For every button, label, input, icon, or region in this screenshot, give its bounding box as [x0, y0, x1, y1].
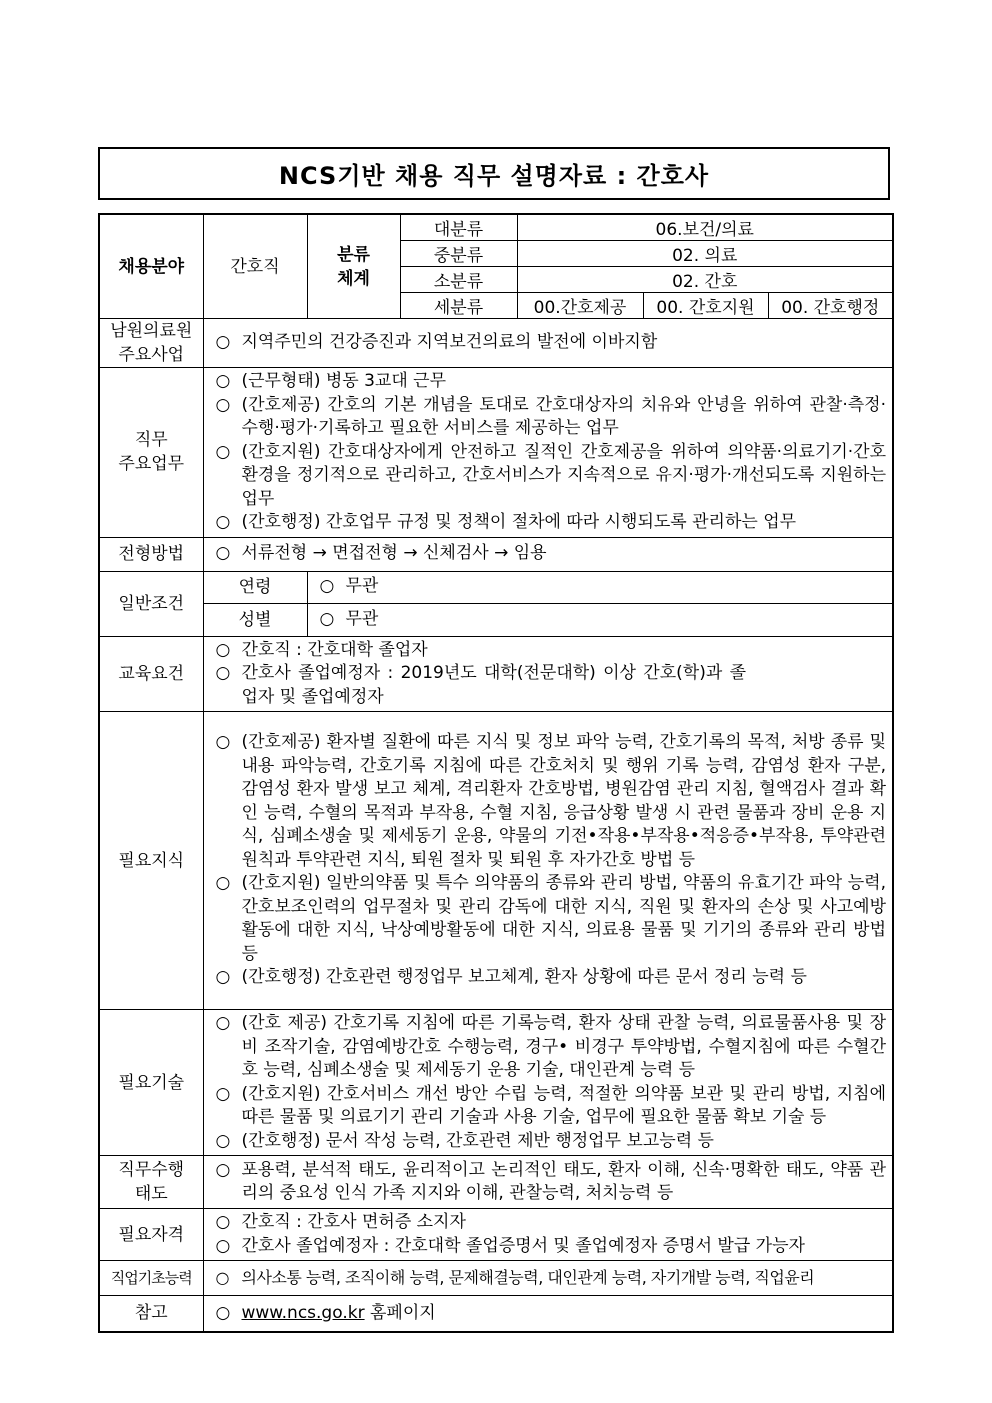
job-description-table: [98, 213, 894, 1333]
conditions-age-row: [99, 571, 893, 603]
reference-item: [216, 1302, 887, 1326]
duty-text: (간호지원) 간호대상자에게 안전하고 질적인 간호제공을 위하여 의약품·의료기기·간호환경을 정기적으로 관리하고, 간호서비스가 지속적으로 유지·평가·개선되도록 지원하는 업무: [241, 441, 887, 509]
skills-text: (간호지원) 간호서비스 개선 방안 수립 능력, 적절한 의약품 보관 및 관리 방법, 지침에 따른 물품 및 의료기기 관리 기술과 사용 기술, 업무에 필요한 물품 확보 기술 등: [241, 1083, 887, 1127]
bullet-icon: ○: [215, 1302, 231, 1323]
duty-item: [216, 394, 887, 441]
knowledge-text: (간호제공) 환자별 질환에 따른 지식 및 정보 파악 능력, 간호기록의 목적, 처방 종류 및 내용 파악능력, 간호기록 지침에 따른 간호처치 및 행위 기록 능력, 감염성 환자 구분, 감염성 환자 발생 보고 체계, 격리환자 간호방법, 병원감염 관리 지침, 혈액검사 결과 확인 능력, 수혈의 목적과 부작용, 수혈 지침, 응급상황 발생 시 관련 물품과 장비 운용 지식, 심폐소생술 및 제세동기 운용, 약물의 기전•작용•부작용•적응증•부작용, 투약관련 원칙과 투약관련 지식, 퇴원 절차 및 퇴원 후 자가간호 방법 등: [241, 732, 887, 870]
detail-value-1: 00.간호제공: [517, 293, 643, 319]
major-label: 대분류: [400, 214, 517, 241]
skills-text: (간호행정) 문서 작성 능력, 간호관련 제반 행정업무 보고능력 등: [241, 1130, 714, 1151]
business-item: [216, 331, 887, 355]
attitude-text: 포용력, 분석적 태도, 윤리적이고 논리적인 태도, 환자 이해, 신속·명확한 태도, 약품 관리의 중요성 인식 가족 지지와 이해, 관찰능력, 처치능력 등: [241, 1159, 887, 1203]
bullet-icon: ○: [215, 1235, 231, 1256]
duty-text: (간호행정) 간호업무 규정 및 정책이 절차에 따라 시행되도록 관리하는 업무: [241, 512, 797, 532]
detail-value-2: 00. 간호지원: [643, 293, 768, 319]
knowledge-item: [216, 872, 887, 966]
skills-item: [216, 1083, 887, 1130]
basic-item: [216, 1266, 887, 1290]
qualification-text: 간호사 졸업예정자 : 간호대학 졸업증명서 및 졸업예정자 증명서 발급 가능자: [241, 1235, 805, 1256]
business-label-line1: 남원의료원: [110, 321, 193, 341]
classification-label-line1: 분류: [337, 244, 370, 265]
attitude-content: [203, 1156, 893, 1209]
attitude-label: [99, 1156, 203, 1209]
duties-label-line2: 주요업무: [118, 454, 185, 475]
gender-item: [320, 608, 887, 632]
basic-text: 의사소통 능력, 조직이해 능력, 문제해결능력, 대인관계 능력, 자기개발 능력, 직업윤리: [241, 1268, 815, 1288]
bullet-icon: ○: [215, 1212, 231, 1232]
business-text: 지역주민의 건강증진과 지역보건의료의 발전에 이바지함: [241, 332, 658, 353]
qualification-item: [216, 1211, 887, 1235]
education-text: 간호직 : 간호대학 졸업자: [241, 639, 428, 660]
duty-text: (간호제공) 간호의 기본 개념을 토대로 간호대상자의 치유와 안녕을 위하여 관찰·측정·수행·평가·기록하고 필요한 서비스를 제공하는 업무: [241, 394, 887, 438]
conditions-label: 일반조건: [99, 571, 203, 636]
skills-text: (간호 제공) 간호기록 지침에 따른 기록능력, 환자 상태 관찰 능력, 의료물품사용 및 장비 조작기술, 감염예방간호 수행능력, 경구• 비경구 투약방법, 수혈지침에 따른 수혈간호 능력, 심폐소생술 및 제세동기 운용 기술, 대인관계 능력 등: [241, 1013, 887, 1080]
attitude-row: [99, 1156, 893, 1209]
bullet-icon: ○: [319, 608, 335, 629]
duties-row: [99, 368, 893, 538]
detail-value-3: 00. 간호행정: [768, 293, 893, 319]
qualification-label: 필요자격: [99, 1209, 203, 1261]
bullet-icon: ○: [215, 1130, 231, 1151]
field-value: 간호직: [203, 214, 307, 319]
conditions-gender-row: [99, 603, 893, 636]
business-label: [99, 319, 203, 368]
minor-label: 소분류: [400, 267, 517, 293]
bullet-icon: ○: [215, 332, 231, 353]
qualification-item: [216, 1235, 887, 1259]
bullet-icon: ○: [215, 371, 231, 391]
classification-label-line2: 체계: [337, 268, 370, 289]
qualification-content: [203, 1209, 893, 1261]
duty-text: (근무형태) 병동 3교대 근무: [241, 371, 447, 391]
gender-content: [307, 603, 893, 636]
duty-item: [216, 370, 887, 394]
selection-label: 전형방법: [99, 537, 203, 571]
bullet-icon: ○: [215, 639, 231, 660]
selection-item: [216, 542, 887, 566]
business-row: [99, 319, 893, 368]
bullet-icon: ○: [215, 394, 231, 415]
education-label: 교육요건: [99, 636, 203, 712]
reference-suffix: 홈페이지: [369, 1302, 436, 1323]
minor-value: 02. 간호: [517, 267, 893, 293]
skills-item: [216, 1012, 887, 1083]
duties-label-line1: 직무: [134, 430, 168, 451]
bullet-icon: ○: [215, 1013, 231, 1033]
bullet-icon: ○: [215, 1268, 229, 1288]
basic-row: [99, 1261, 893, 1296]
skills-label: 필요기술: [99, 1010, 203, 1156]
reference-row: [99, 1296, 893, 1332]
education-item: [216, 639, 887, 663]
age-content: [307, 571, 893, 603]
bullet-icon: ○: [215, 873, 231, 894]
classification-row-major: [99, 214, 893, 241]
gender-value: 무관: [345, 608, 379, 629]
education-content: [203, 636, 893, 712]
bullet-icon: ○: [319, 576, 335, 597]
detail-label: 세분류: [400, 293, 517, 319]
middle-value: 02. 의료: [517, 241, 893, 267]
duties-content: [203, 368, 893, 538]
knowledge-item: [216, 731, 887, 872]
business-label-line2: 주요사업: [118, 345, 185, 365]
bullet-icon: ○: [215, 1159, 231, 1180]
duty-item: [216, 511, 887, 535]
attitude-label-line2: 태도: [134, 1184, 168, 1204]
selection-content: [203, 537, 893, 571]
bullet-icon: ○: [215, 512, 231, 532]
bullet-icon: ○: [215, 663, 231, 683]
duty-item: [216, 441, 887, 512]
field-label: 채용분야: [99, 214, 203, 319]
classification-label: [307, 214, 400, 319]
ncs-website-link[interactable]: www.ncs.go.kr: [241, 1302, 365, 1323]
knowledge-text: (간호지원) 일반의약품 및 특수 의약품의 종류와 관리 방법, 약품의 유효기간 파악 능력, 간호보조인력의 업무절차 및 관리 감독에 대한 지식, 직원 및 환자의 손상 및 사고예방 활동에 대한 지식, 낙상예방활동에 대한 지식, 의료용 물품 및 기기의 종류와 관리 방법 등: [241, 873, 887, 964]
age-item: [320, 575, 887, 599]
knowledge-content: [203, 712, 893, 1010]
education-row: [99, 636, 893, 712]
skills-row: [99, 1010, 893, 1156]
basic-content: [203, 1261, 893, 1296]
skills-content: [203, 1010, 893, 1156]
qualification-row: [99, 1209, 893, 1261]
reference-content: [203, 1296, 893, 1332]
skills-item: [216, 1130, 887, 1154]
major-value: 06.보건/의료: [517, 214, 893, 241]
qualification-text: 간호직 : 간호사 면허증 소지자: [241, 1212, 466, 1232]
attitude-label-line1: 직무수행: [118, 1160, 185, 1180]
knowledge-label: 필요지식: [99, 712, 203, 1010]
education-text: 간호사 졸업예정자 : 2019년도 대학(전문대학) 이상 간호(학)과 졸업자 및 졸업예정자: [241, 663, 747, 707]
business-content: [203, 319, 893, 368]
selection-row: [99, 537, 893, 571]
document-title: NCS기반 채용 직무 설명자료 : 간호사: [98, 147, 890, 200]
reference-label: 참고: [99, 1296, 203, 1332]
bullet-icon: ○: [215, 543, 231, 564]
attitude-item: [216, 1159, 887, 1206]
selection-text: 서류전형 → 면접전형 → 신체검사 → 임용: [241, 543, 547, 564]
bullet-icon: ○: [215, 732, 231, 753]
age-value: 무관: [345, 576, 379, 597]
duties-label: [99, 368, 203, 538]
education-item: [216, 662, 887, 709]
bullet-icon: ○: [215, 967, 231, 988]
basic-label: 직업기초능력: [99, 1261, 203, 1296]
knowledge-row: [99, 712, 893, 1010]
age-label: 연령: [203, 571, 307, 603]
gender-label: 성별: [203, 603, 307, 636]
knowledge-item: [216, 966, 887, 990]
knowledge-text: (간호행정) 간호관련 행정업무 보고체계, 환자 상황에 따른 문서 정리 능력 등: [241, 967, 807, 988]
bullet-icon: ○: [215, 441, 231, 462]
bullet-icon: ○: [215, 1083, 231, 1104]
middle-label: 중분류: [400, 241, 517, 267]
